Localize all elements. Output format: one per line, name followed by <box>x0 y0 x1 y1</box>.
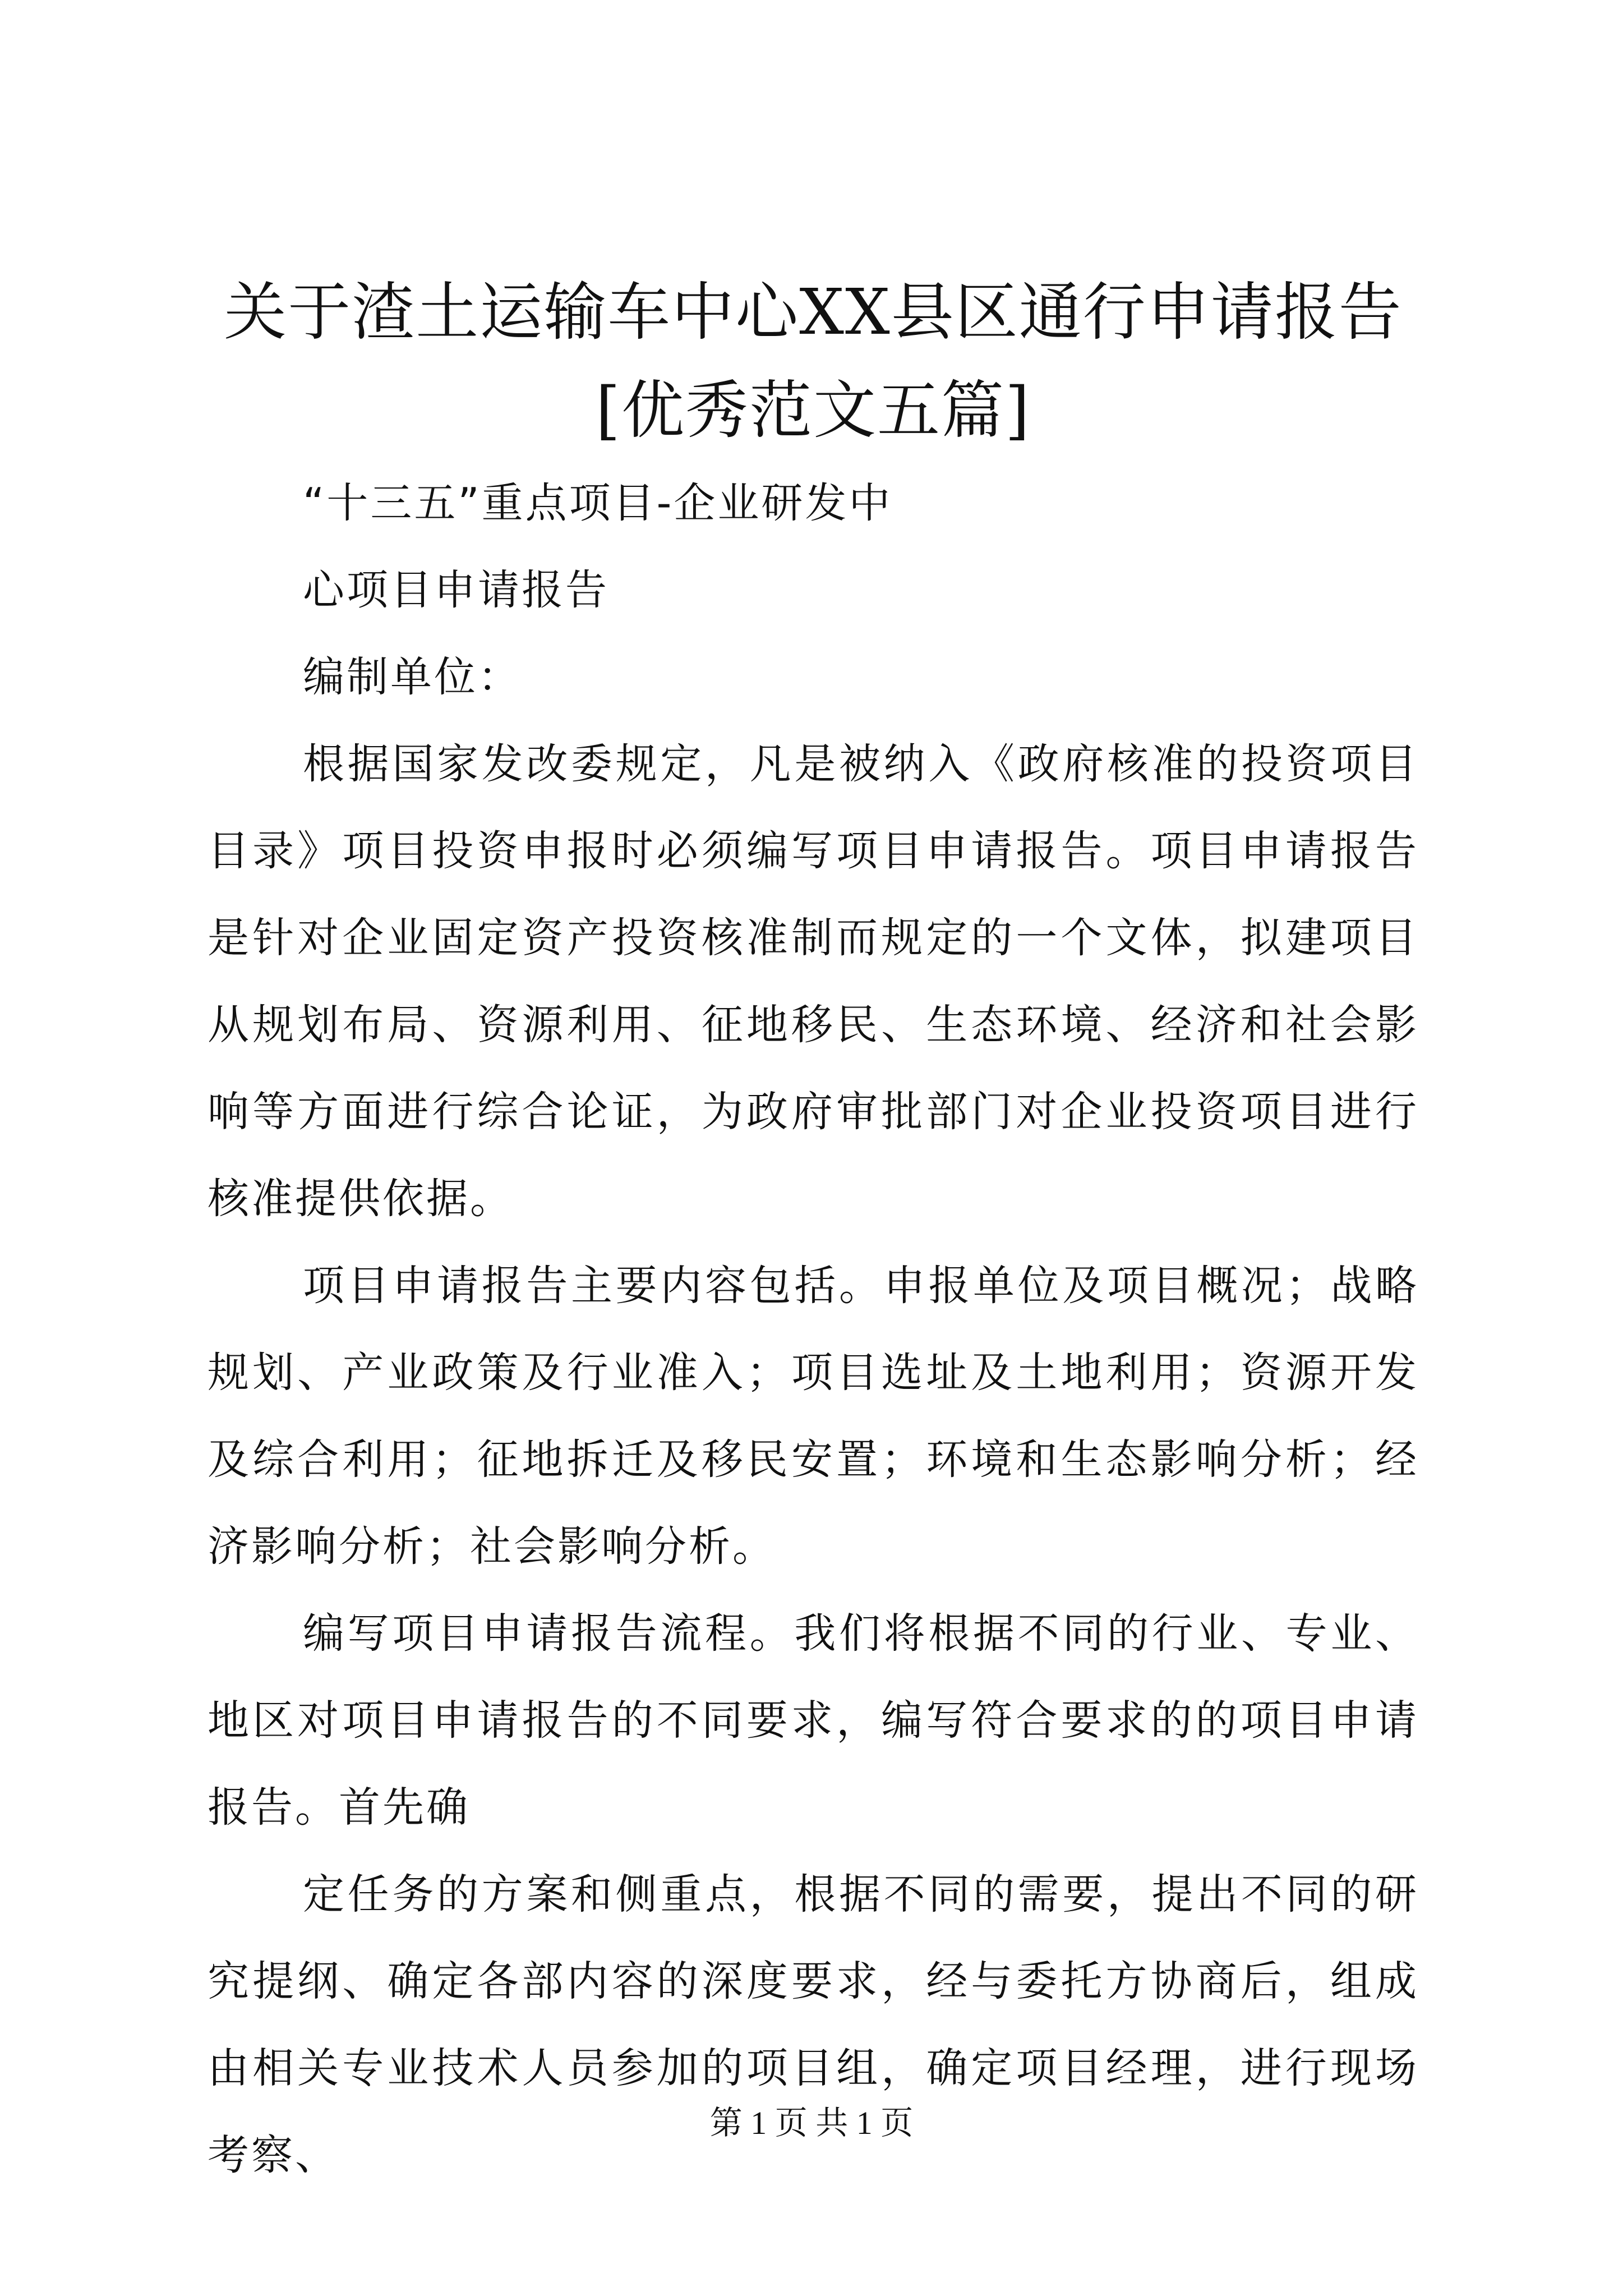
paragraph-5: 项目申请报告主要内容包括。申报单位及项目概况；战略规划、产业政策及行业准入；项目选址及土地利用；资源开发及综合利用；征地拆迁及移民安置；环境和生态影响分析；经济影响分析；社会影响分析。 <box>208 1262 1419 1571</box>
document-title: 关于渣土运输车中心XX县区通行申请报告[优秀范文五篇] <box>224 276 1403 447</box>
paragraph-6: 编写项目申请报告流程。我们将根据不同的行业、专业、地区对项目申请报告的不同要求，编写符合要求的的项目申请报告。首先确 <box>208 1609 1419 1832</box>
paragraph-7: 定任务的方案和侧重点，根据不同的需要，提出不同的研究提纲、确定各部内容的深度要求，经与委托方协商后，组成由相关专业技术人员参加的项目组，确定项目经理，进行现场考察、 <box>208 1870 1419 2179</box>
document-body <box>208 460 1419 2199</box>
paragraph-3: 编制单位： <box>303 653 522 701</box>
page-footer: 第 1 页 共 1 页 <box>709 2105 914 2141</box>
paragraph-1: “十三五”重点项目-企业研发中 <box>303 479 893 527</box>
paragraph-2: 心项目申请报告 <box>303 566 609 614</box>
paragraph-4: 根据国家发改委规定，凡是被纳入《政府核准的投资项目目录》项目投资申报时必须编写项目申请报告。项目申请报告是针对企业固定资产投资核准制而规定的一个文体，拟建项目从规划布局、资源利用、征地移民、生态环境、经济和社会影响等方面进行综合论证，为政府审批部门对企业投资项目进行核准提供依据。 <box>208 740 1419 1223</box>
